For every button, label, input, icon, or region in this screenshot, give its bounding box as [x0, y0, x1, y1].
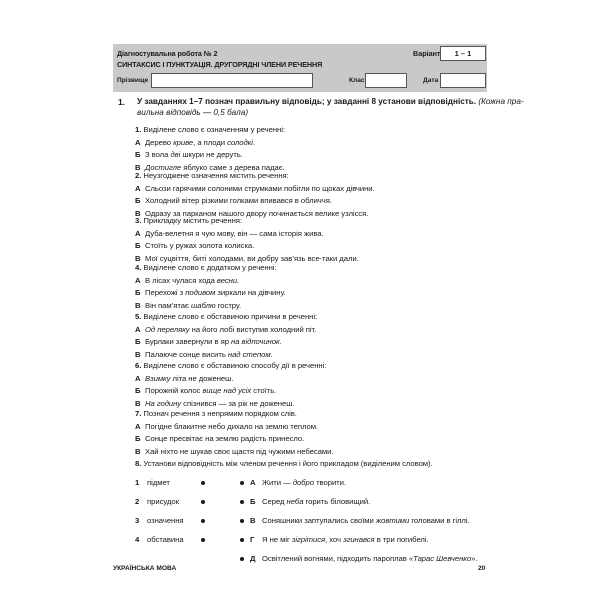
matching-right-text	[262, 497, 370, 506]
question-text: Неузгоджене означення містить речення:	[141, 171, 289, 180]
option-text	[145, 301, 241, 310]
matching-right-part: ».	[471, 554, 478, 563]
matching-right-part: Освітлений вогнями, підходить пароплав «	[262, 554, 414, 563]
page-number: 20	[478, 565, 486, 572]
option-letter[interactable]: Б	[135, 288, 141, 298]
matching-right-part: горить біловищий.	[303, 497, 371, 506]
question-number: 2.	[135, 171, 142, 180]
option-text-part: подивом	[185, 288, 216, 298]
option-letter[interactable]: В	[135, 162, 141, 172]
option-text-part: Дуба-велетня я чую мову, він — сама історія жива.	[145, 228, 324, 238]
matching-left-number: 1	[135, 478, 140, 487]
option-text-part: дві	[170, 150, 181, 160]
option-text-part: , а плоди	[193, 137, 228, 147]
option-text-part: Погідне блакитне небо дихало на землю теплом.	[145, 421, 319, 431]
option-letter[interactable]: В	[135, 253, 141, 263]
option-text	[145, 241, 254, 250]
matching-right-letter: Д	[250, 554, 256, 563]
option-text-part: Хай ніхто не шукав своє щастя під чужими небесами.	[145, 446, 334, 456]
question-number: 1.	[135, 125, 142, 134]
variant-label: Варіант	[413, 49, 441, 58]
matching-title	[135, 459, 433, 468]
matching-right-part: зігрітися	[291, 535, 326, 544]
option-text-part: Холодний вітер різкими голками впивався в обличчя.	[145, 196, 332, 206]
matching-left-label: означення	[147, 516, 184, 525]
worksheet-subtitle: СИНТАКСИС І ПУНКТУАЦІЯ. ДРУГОРЯДНІ ЧЛЕНИ РЕЧЕННЯ	[117, 60, 323, 69]
option-text-part: шкури не деруть.	[180, 150, 243, 160]
matching-left-number: 3	[135, 516, 140, 525]
option-text-part: Од переляку	[145, 324, 190, 334]
option-text-part: спізнився — за рік не доженеш.	[181, 398, 295, 408]
question-number: 4.	[135, 263, 142, 272]
option-text-part: вище над усіх	[202, 386, 252, 396]
question-text: Виділене слово є означенням у реченні:	[141, 125, 286, 134]
matching-right-part: , хоч	[325, 535, 344, 544]
matching-right-text	[262, 554, 477, 563]
option-text-part: криве	[173, 137, 194, 147]
option-letter[interactable]: А	[135, 183, 141, 193]
matching-right-part: Соняшники заптупались своїми	[262, 516, 376, 525]
question-text: Познач речення з непрямим порядком слів.	[141, 409, 297, 418]
option-text-part: на відпочинок	[231, 337, 280, 347]
option-text-part: Дерево	[145, 137, 174, 147]
option-text-part: яблуко саме з дерева падає.	[181, 162, 285, 172]
option-text-part: В лісах чулася хода	[145, 275, 217, 285]
task-number: 1.	[118, 97, 125, 107]
option-text-part: На годину	[145, 398, 182, 408]
option-letter[interactable]: А	[135, 137, 141, 147]
option-text-part: Одразу за парканом нашого двору починається велике узлісся.	[145, 208, 369, 218]
option-text-part: Сонце пресвітає на землю радість принесло.	[145, 434, 305, 444]
option-letter[interactable]: Б	[135, 241, 141, 251]
option-text	[145, 422, 318, 431]
matching-right-part: жовтими	[375, 516, 410, 525]
task-intro-bold: У завданнях 1–7 познач правильну відповідь; у завданні 8 установи відповідність.	[137, 97, 477, 106]
matching-left-dot[interactable]	[201, 519, 205, 523]
question-text: Виділене слово є обставиною причини в реченні:	[141, 312, 318, 321]
matching-right-part: Тарас Шевченко	[413, 554, 472, 563]
matching-right-part: Я не міг	[262, 535, 292, 544]
option-text	[145, 229, 324, 238]
option-text	[145, 184, 375, 193]
option-letter[interactable]: А	[135, 324, 141, 334]
matching-right-part: в три погибелі.	[374, 535, 429, 544]
option-letter[interactable]: Б	[135, 337, 141, 347]
matching-left-label: підмет	[147, 478, 170, 487]
matching-right-text	[262, 478, 346, 487]
option-text-part: весни	[216, 275, 238, 285]
option-letter[interactable]: А	[135, 373, 141, 383]
option-text	[145, 138, 255, 147]
option-text	[145, 399, 294, 408]
matching-right-dot[interactable]	[240, 538, 244, 542]
matching-right-letter: В	[250, 516, 256, 525]
option-text-part: гостру.	[215, 300, 242, 310]
question-title	[135, 361, 326, 370]
question-title	[135, 263, 277, 272]
option-text	[145, 337, 282, 346]
surname-label: Прізвище	[117, 77, 149, 84]
worksheet-title: Діагностувальна робота № 2	[117, 49, 218, 58]
option-text-part: Достигле	[145, 162, 182, 172]
option-text	[145, 196, 332, 205]
option-letter[interactable]: В	[135, 446, 141, 456]
option-letter[interactable]: В	[135, 300, 141, 310]
matching-right-part: згинався	[343, 535, 375, 544]
task-intro-italic-2: вильна відповідь — 0,5 бала)	[137, 108, 249, 117]
option-text-part: .	[270, 349, 273, 359]
class-label: Клас	[349, 77, 365, 84]
question-number: 3.	[135, 216, 142, 225]
option-text	[145, 447, 333, 456]
option-letter[interactable]: В	[135, 208, 141, 218]
matching-right-dot[interactable]	[240, 500, 244, 504]
question-title	[135, 125, 285, 134]
option-text	[145, 254, 359, 263]
question-text: Установи відповідність між членом речення і його прикладом (виділеним словом).	[141, 459, 433, 468]
option-text	[145, 325, 316, 334]
question-title	[135, 312, 317, 321]
option-text-part: Палаюче сонце висить	[145, 349, 228, 359]
option-text-part: Сльози гарячими солоними струмками побігли по щоках дівчини.	[145, 183, 375, 193]
matching-left-number: 2	[135, 497, 140, 506]
option-letter[interactable]: В	[135, 349, 141, 359]
option-text-part: З вола	[145, 150, 171, 160]
option-text-part: зиркали на дівчину.	[215, 288, 286, 298]
matching-left-dot[interactable]	[201, 481, 205, 485]
matching-left-number: 4	[135, 535, 140, 544]
question-number: 8.	[135, 459, 142, 468]
matching-right-part: добро	[292, 478, 314, 487]
option-text	[145, 288, 286, 297]
option-text-part: на його лобі виступив холодний піт.	[189, 324, 317, 334]
matching-right-part: Жити —	[262, 478, 293, 487]
matching-right-part: Серед	[262, 497, 287, 506]
question-title	[135, 171, 289, 180]
option-letter[interactable]: Б	[135, 386, 141, 396]
option-text	[145, 150, 243, 159]
option-letter[interactable]: А	[135, 421, 141, 431]
matching-right-text	[262, 516, 470, 525]
question-text: Виділене слово є додатком у реченні:	[141, 263, 277, 272]
option-text	[145, 350, 273, 359]
option-text	[145, 434, 304, 443]
option-text-part: над степом	[227, 349, 271, 359]
option-text-part: .	[237, 275, 240, 285]
option-letter[interactable]: Б	[135, 434, 141, 444]
matching-right-letter: А	[250, 478, 256, 487]
matching-right-letter: Г	[250, 535, 255, 544]
option-letter[interactable]: А	[135, 275, 141, 285]
question-text: Виділене слово є обставиною способу дії в реченні:	[141, 361, 327, 370]
option-text-part: Перехожі з	[145, 288, 186, 298]
question-title	[135, 409, 297, 418]
variant-value: 1 – 1	[440, 46, 486, 61]
option-letter[interactable]: Б	[135, 150, 141, 160]
matching-right-text	[262, 535, 429, 544]
matching-right-part: головами в гіллі.	[409, 516, 470, 525]
question-title	[135, 216, 242, 225]
option-letter[interactable]: В	[135, 398, 141, 408]
option-text-part: Бурлаки завернули в яр	[145, 337, 232, 347]
matching-left-dot[interactable]	[201, 500, 205, 504]
option-letter[interactable]: Б	[135, 196, 141, 206]
option-text-part: Він пам’ятає	[145, 300, 191, 310]
option-text-part: .	[279, 337, 282, 347]
matching-left-label: обставина	[147, 535, 184, 544]
question-number: 5.	[135, 312, 142, 321]
option-text	[145, 374, 233, 383]
footer-subject: УКРАЇНСЬКА МОВА	[113, 565, 177, 572]
question-number: 6.	[135, 361, 142, 370]
date-label: Дата	[423, 77, 439, 84]
option-text-part: шаблю	[190, 300, 216, 310]
matching-left-label: присудок	[147, 497, 179, 506]
option-text	[145, 276, 239, 285]
option-text-part: солодкі	[227, 137, 253, 147]
matching-right-dot[interactable]	[240, 481, 244, 485]
option-text-part: літа не доженеш.	[170, 373, 234, 383]
matching-right-part: творити.	[313, 478, 346, 487]
option-text-part: Стоїть у ружах золота колиска.	[145, 241, 255, 251]
option-text-part: .	[252, 137, 256, 147]
matching-left-dot[interactable]	[201, 538, 205, 542]
matching-right-letter: Б	[250, 497, 256, 506]
task-intro-italic-1: (Кожна пра-	[478, 97, 524, 106]
matching-right-dot[interactable]	[240, 557, 244, 561]
question-text: Прикладку містить речення:	[141, 216, 242, 225]
option-text-part: Порожній колос	[145, 386, 203, 396]
option-text-part: стоїть.	[251, 386, 277, 396]
option-text-part: Мої суцвіття, биті холодами, ви добру зав’язь все-таки дали.	[145, 253, 359, 263]
matching-right-part: неба	[286, 497, 304, 506]
option-text-part: Взимку	[145, 373, 171, 383]
option-letter[interactable]: А	[135, 228, 141, 238]
question-number: 7.	[135, 409, 142, 418]
matching-right-dot[interactable]	[240, 519, 244, 523]
option-text	[145, 386, 276, 395]
